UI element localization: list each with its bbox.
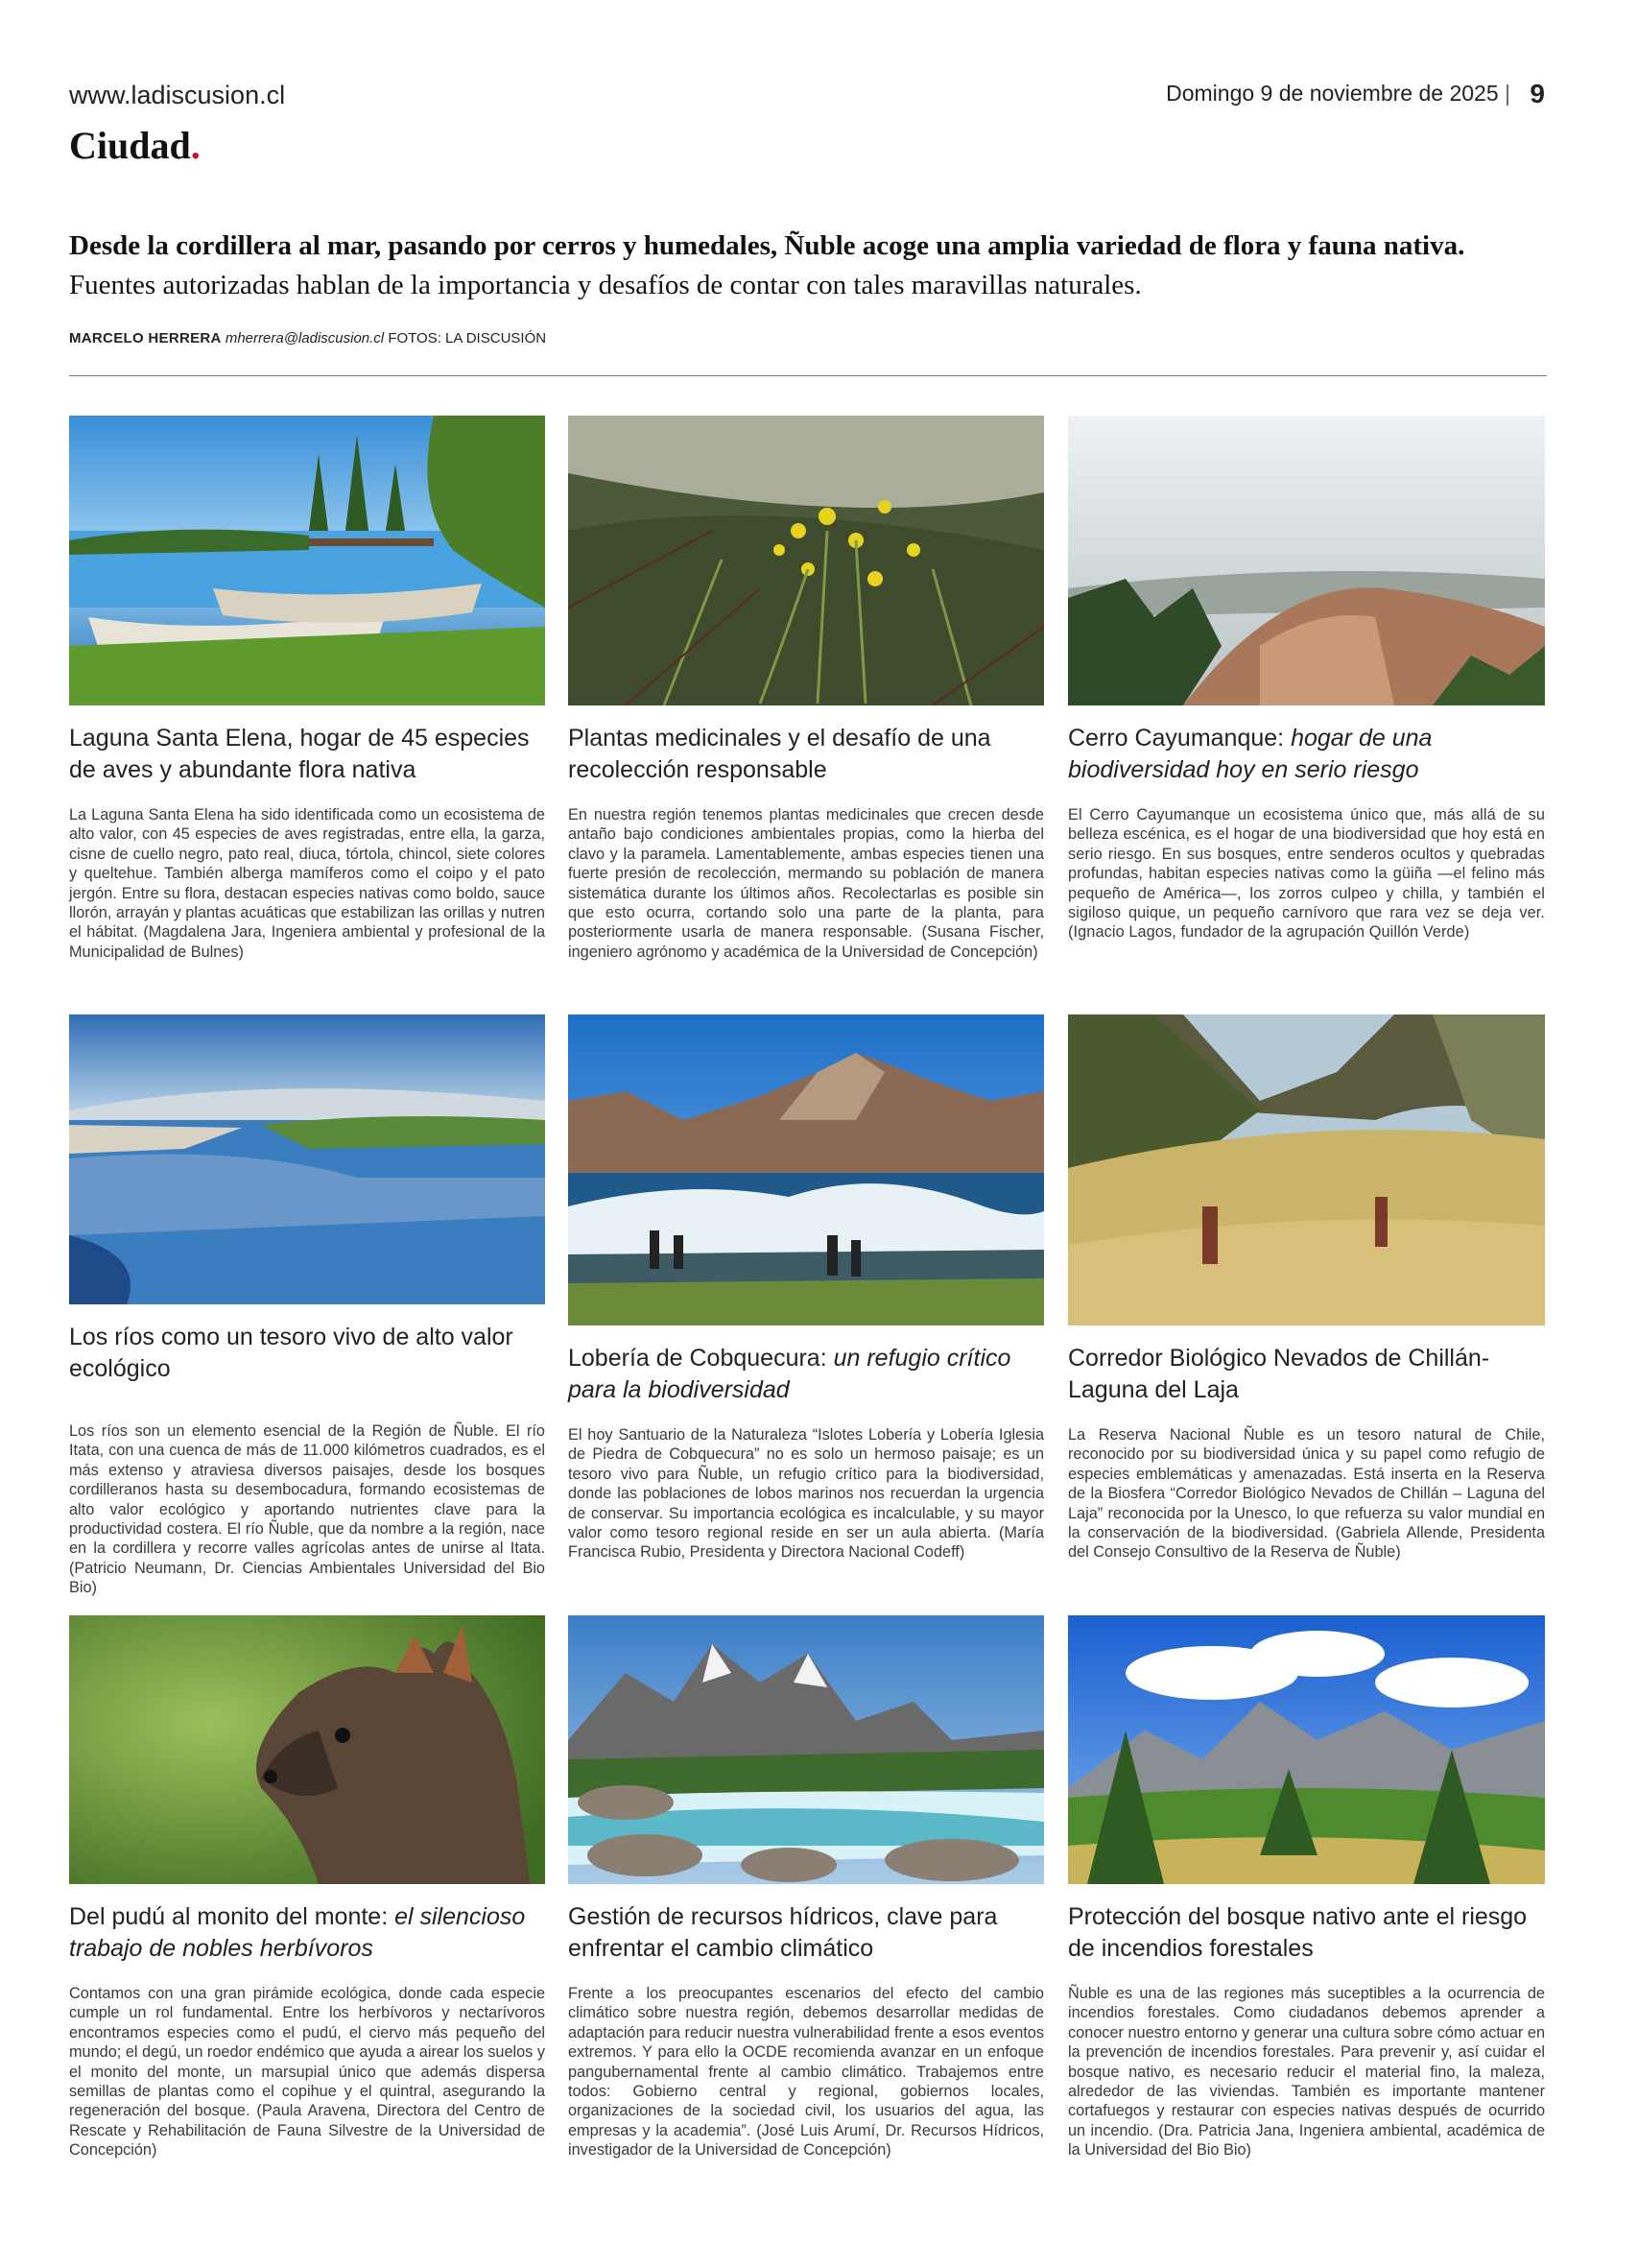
- story-body: Ñuble es una de las regiones más suceptibles a la ocurrencia de incendios forestales. Como ciudadanos debemos aprender a conocer nuestro entorno y generar una cultura sobre cómo actuar en la prevención de incendios forestales. Para prevenir y, así cuidar el bosque nativo, es necesario reducir el material fino, la maleza, alrededor de las viviendas. También es importante mantener cortafuegos y restaurar con especies nativas después de ocurrido un incendio. (Dra. Patricia Jana, Ingeniera ambiental, académica de la Universidad del Bio Bio): [1068, 1985, 1545, 2160]
- story-headline: [1068, 1901, 1545, 1965]
- story-body: La Laguna Santa Elena ha sido identificada como un ecosistema de alto valor, con 45 especies de aves registradas, entre ella, la garza, cisne de cuello negro, pato real, diuca, tórtola, chincol, siete colores y queltehue. También alberga mamíferos como el coipo y el pato jergón. Entre su flora, destacan especies nativas como boldo, sauce llorón, arrayán y plantas acuáticas que estabilizan las orillas y nutren el hábitat. (Magdalena Jara, Ingeniera ambiental y profesional de la Municipalidad de Bulnes): [69, 806, 545, 961]
- story-headline: [69, 1901, 545, 1965]
- page-number: 9: [1530, 79, 1545, 108]
- story-corredor-biologico: [1068, 1015, 1545, 1563]
- lead-rest: Fuentes autorizadas hablan de la importancia y desafíos de contar con tales maravillas naturales.: [69, 270, 1142, 300]
- headline-text: Gestión de recursos hídricos, clave para enfrentar el cambio climático: [568, 1903, 998, 1962]
- headline-text: Corredor Biológico Nevados de Chillán-Laguna del Laja: [1068, 1345, 1490, 1403]
- headline-text: Del pudú al monito del monte:: [69, 1903, 395, 1930]
- photo-laguna: [69, 416, 545, 705]
- story-loberia: [568, 1015, 1044, 1563]
- photo-rios: [69, 1015, 545, 1304]
- story-headline: [1068, 723, 1545, 786]
- headline-italic: el silencioso trabajo de nobles herbívoros: [69, 1903, 526, 1962]
- headline-text: Protección del bosque nativo ante el riesgo de incendios forestales: [1068, 1903, 1528, 1962]
- story-rios: [69, 1015, 545, 1598]
- photo-cayumanque: [1068, 416, 1545, 705]
- site-url: www.ladiscusion.cl: [69, 81, 286, 109]
- issue-date-text: Domingo 9 de noviembre de 2025: [1166, 81, 1499, 106]
- byline-email: mherrera@ladiscusion.cl: [225, 330, 385, 346]
- story-headline: [69, 723, 545, 786]
- headline-text: Laguna Santa Elena, hogar de 45 especies de aves y abundante flora nativa: [69, 725, 530, 783]
- story-body: Contamos con una gran pirámide ecológica, donde cada especie cumple un rol fundamental. Entre los herbívoros y nectarívoros encontramos especies como el pudú, el ciervo más pequeño del mundo; el degú, un roedor endémico que ayuda a airear los suelos y el monito del monte, un marsupial único que además dispersa semillas de plantas como el copihue y el quintral, asegurando la regeneración del bosque. (Paula Aravena, Directora del Centro de Rescate y Rehabilitación de Fauna Silvestre de la Universidad de Concepción): [69, 1985, 545, 2160]
- headline-italic: hogar de una biodiversidad hoy en serio riesgo: [1068, 725, 1433, 783]
- story-pudu: [69, 1615, 545, 2161]
- header-divider: [69, 375, 1547, 376]
- story-bosque-nativo: [1068, 1615, 1545, 2161]
- byline-photos: FOTOS: LA DISCUSIÓN: [388, 330, 547, 346]
- story-cerro-cayumanque: [1068, 416, 1545, 943]
- lead-paragraph: [69, 227, 1547, 305]
- story-body: El Cerro Cayumanque un ecosistema único que, más allá de su belleza escénica, es el hogar de una biodiversidad que hoy está en serio riesgo. En sus bosques, entre senderos ocultos y quebradas profundas, habitan especies nativas como la güiña —el felino más pequeño de América—, los zorros culpeo y chilla, y también el sigiloso quique, un pequeño carnívoro que rara vez se deja ver. (Ignacio Lagos, fundador de la agrupación Quillón Verde): [1068, 806, 1545, 942]
- headline-text: Plantas medicinales y el desafío de una recolección responsable: [568, 725, 991, 783]
- byline: [69, 330, 546, 346]
- photo-corredor: [1068, 1015, 1545, 1325]
- headline-text: Los ríos como un tesoro vivo de alto valor ecológico: [69, 1324, 513, 1382]
- story-body: La Reserva Nacional Ñuble es un tesoro natural de Chile, reconocido por su biodiversidad única y su papel como refugio de especies emblemáticas y amenazadas. Está inserta en la Reserva de la Biosfera “Corredor Biológico Nevados de Chillán – Laguna del Laja” reconocida por la Unesco, lo que refuerza su valor mundial en la conservación de la biodiversidad. (Gabriela Allende, Presidenta del Consejo Consultivo de la Reserva de Ñuble): [1068, 1426, 1545, 1562]
- story-plantas-medicinales: [568, 416, 1044, 962]
- photo-plantas: [568, 416, 1044, 705]
- story-body: El hoy Santuario de la Naturaleza “Islotes Lobería y Lobería Iglesia de Piedra de Cobquecura” no es solo un hermoso paisaje; es un tesoro vivo para Ñuble, un refugio crítico para la biodiversidad, donde las poblaciones de lobos marinos nos recuerdan la urgencia de conservar. Su importancia ecológica es incalculable, y su mayor valor como tesoro regional reside en ser un aula abierta. (María Francisca Rubio, Presidenta y Directora Nacional Codeff): [568, 1426, 1044, 1562]
- headline-text: Cerro Cayumanque:: [1068, 725, 1292, 752]
- section-title: [69, 123, 201, 168]
- story-body: Frente a los preocupantes escenarios del efecto del cambio climático sobre nuestra región, debemos desarrollar medidas de adaptación para reducir nuestra vulnerabilidad frente a esos eventos extremos. Y para ello la OCDE recomienda avanzar en un enfoque pangubernamental frente al cambio climático. Trabajemos entre todos: Gobierno central y regional, gobiernos locales, organizaciones de la sociedad civil, los usuarios del agua, las empresas y la academia”. (José Luis Arumí, Dr. Recursos Hídricos, investigador de la Universidad de Concepción): [568, 1985, 1044, 2160]
- story-headline: [1068, 1343, 1545, 1406]
- photo-hidricos: [568, 1615, 1044, 1884]
- headline-text: Lobería de Cobquecura:: [568, 1345, 834, 1372]
- story-headline: [568, 723, 1044, 786]
- issue-date: Domingo 9 de noviembre de 2025 |: [1166, 81, 1510, 106]
- byline-author: MARCELO HERRERA: [69, 330, 222, 346]
- photo-loberia: [568, 1015, 1044, 1325]
- story-laguna-santa-elena: [69, 416, 545, 962]
- headline-italic: un refugio crítico para la biodiversidad: [568, 1345, 1011, 1403]
- photo-pudu: [69, 1615, 545, 1884]
- story-headline: [568, 1343, 1044, 1406]
- section-dot: .: [190, 124, 201, 167]
- story-body: En nuestra región tenemos plantas medicinales que crecen desde antaño bajo condiciones ambientales propias, como la hierba del clavo y la paramela. Lamentablemente, ambas especies tienen una fuerte presión de recolección, mermando su población de manera sistemática durante los últimos años. Recolectarlas es posible sin que esto ocurra, cortando solo una parte de la planta, para posteriormente usarla de manera responsable. (Susana Fischer, ingeniero agrónomo y académica de la Universidad de Concepción): [568, 806, 1044, 961]
- story-recursos-hidricos: [568, 1615, 1044, 2161]
- lead-bold: Desde la cordillera al mar, pasando por cerros y humedales, Ñuble acoge una amplia variedad de flora y fauna nativa.: [69, 230, 1465, 261]
- story-body: Los ríos son un elemento esencial de la Región de Ñuble. El río Itata, con una cuenca de más de 11.000 kilómetros cuadrados, es el más extenso y atraviesa diversos paisajes, desde los bosques cordilleranos hasta su desembocadura, formando ecosistemas de alto valor ecológico y aportando nutrientes clave para la productividad costera. El río Ñuble, que da nombre a la región, nace en la cordillera y recorre valles agrícolas antes de unirse al Itata. (Patricio Neumann, Dr. Ciencias Ambientales Universidad del Bio Bio): [69, 1422, 545, 1597]
- section-label: Ciudad: [69, 124, 191, 167]
- photo-bosque: [1068, 1615, 1545, 1884]
- story-headline: [69, 1322, 545, 1385]
- story-headline: [568, 1901, 1044, 1965]
